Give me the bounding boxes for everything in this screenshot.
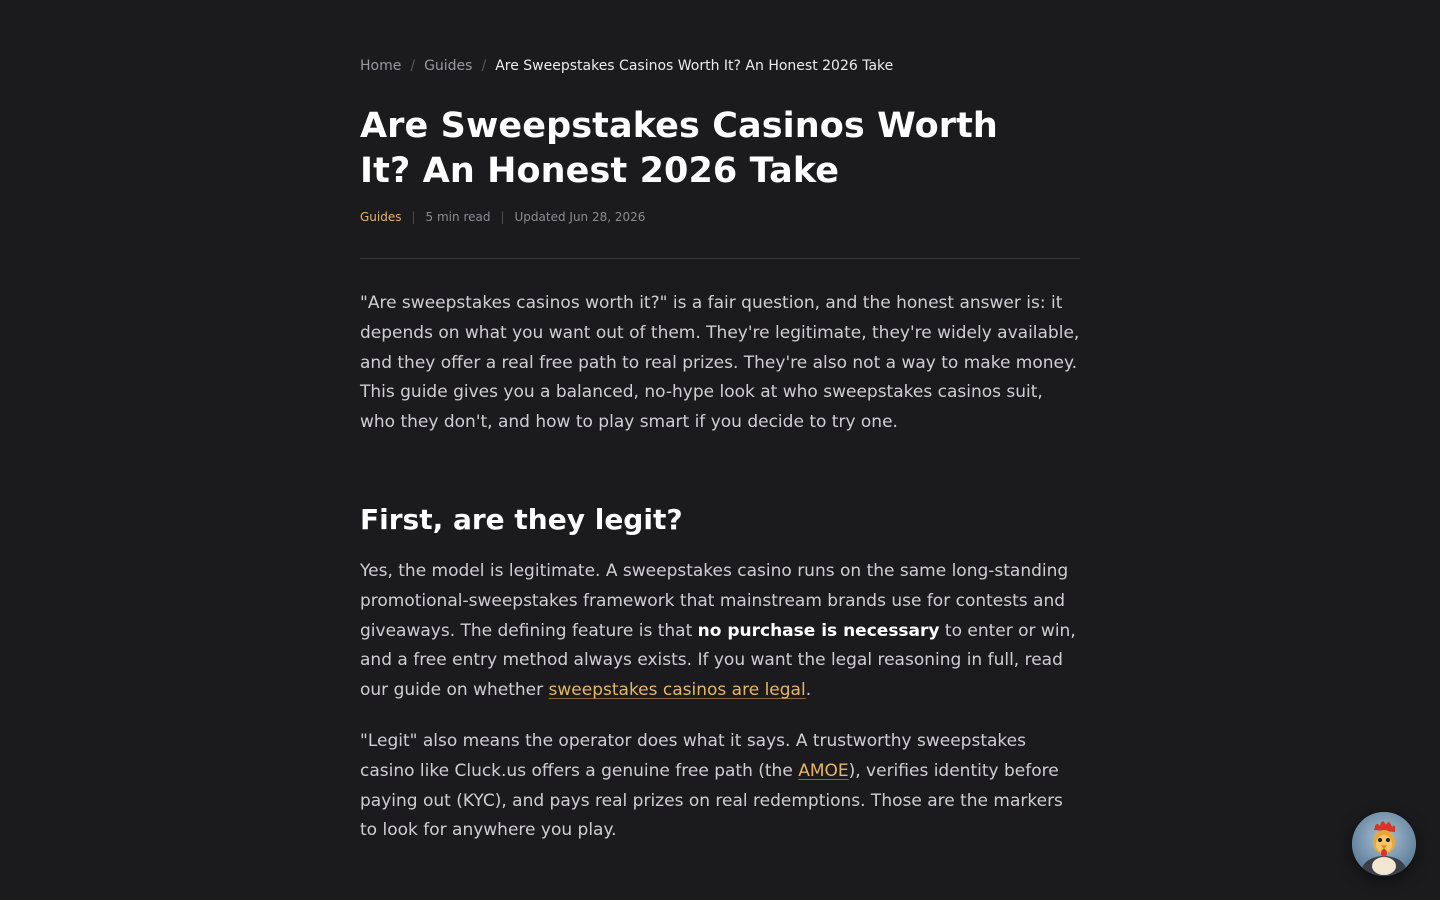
- paragraph-text: ), verifies identity before paying out (KYC), and pays real prizes on real redemptions. Those are the markers to look for anywhere you play.: [360, 760, 1063, 841]
- breadcrumb-guides-link[interactable]: Guides: [424, 58, 473, 74]
- emphasis-text: no purchase is necessary: [697, 620, 940, 641]
- page-title: Are Sweepstakes Casinos Worth It? An Honest 2026 Take: [360, 106, 998, 191]
- paragraph-text: "Legit" also means the operator does what it says. A trustworthy sweepstakes casino like Cluck.us offers a genuine free path (the: [360, 731, 1026, 781]
- paragraph-text: Yes, the model is legitimate. A sweepstakes casino runs on the same long-standing promotional-sweepstakes framework that mainstream brands use for contests and giveaways. The defining feature is that: [360, 561, 1069, 641]
- legal-guide-link[interactable]: sweepstakes casinos are legal: [548, 680, 806, 701]
- breadcrumb-current: Are Sweepstakes Casinos Worth It? An Honest 2026 Take: [495, 58, 894, 74]
- section-legit-p1: [360, 557, 1080, 706]
- paragraph: [360, 557, 1080, 706]
- paragraph-text: to enter or win, and a free entry method always exists. If you want the legal reasoning in full, read our guide on whether: [360, 620, 1076, 701]
- section-heading-legit: First, are they legit?: [360, 503, 683, 536]
- category-link[interactable]: Guides: [360, 210, 402, 224]
- intro-block: [360, 289, 1080, 438]
- chat-widget-button[interactable]: [1352, 812, 1416, 876]
- breadcrumb: [360, 56, 893, 76]
- updated-date: Updated Jun 28, 2026: [514, 210, 646, 224]
- header-divider: [360, 258, 1080, 259]
- intro-paragraph: "Are sweepstakes casinos worth it?" is a fair question, and the honest answer is: it depends on what you want out of them. They're legitimate, they're widely available, and they offer a real free path to real prizes. They're also not a way to make money. This guide gives you a balanced, no-hype look at who sweepstakes casinos suit, who they don't, and how to play smart if you decide to try one.: [360, 293, 1080, 433]
- breadcrumb-separator: /: [481, 58, 487, 74]
- paragraph: [360, 727, 1080, 846]
- section-legit-p2: [360, 727, 1080, 846]
- breadcrumb-home-link[interactable]: Home: [360, 58, 402, 74]
- paragraph-text: .: [805, 680, 812, 701]
- meta-divider: |: [411, 210, 416, 224]
- read-time: 5 min read: [425, 210, 491, 224]
- meta-divider: |: [500, 210, 505, 224]
- article-meta: [360, 208, 645, 226]
- amoe-link[interactable]: AMOE: [798, 760, 849, 781]
- rooster-mascot-icon: [1352, 812, 1416, 876]
- breadcrumb-separator: /: [410, 58, 416, 74]
